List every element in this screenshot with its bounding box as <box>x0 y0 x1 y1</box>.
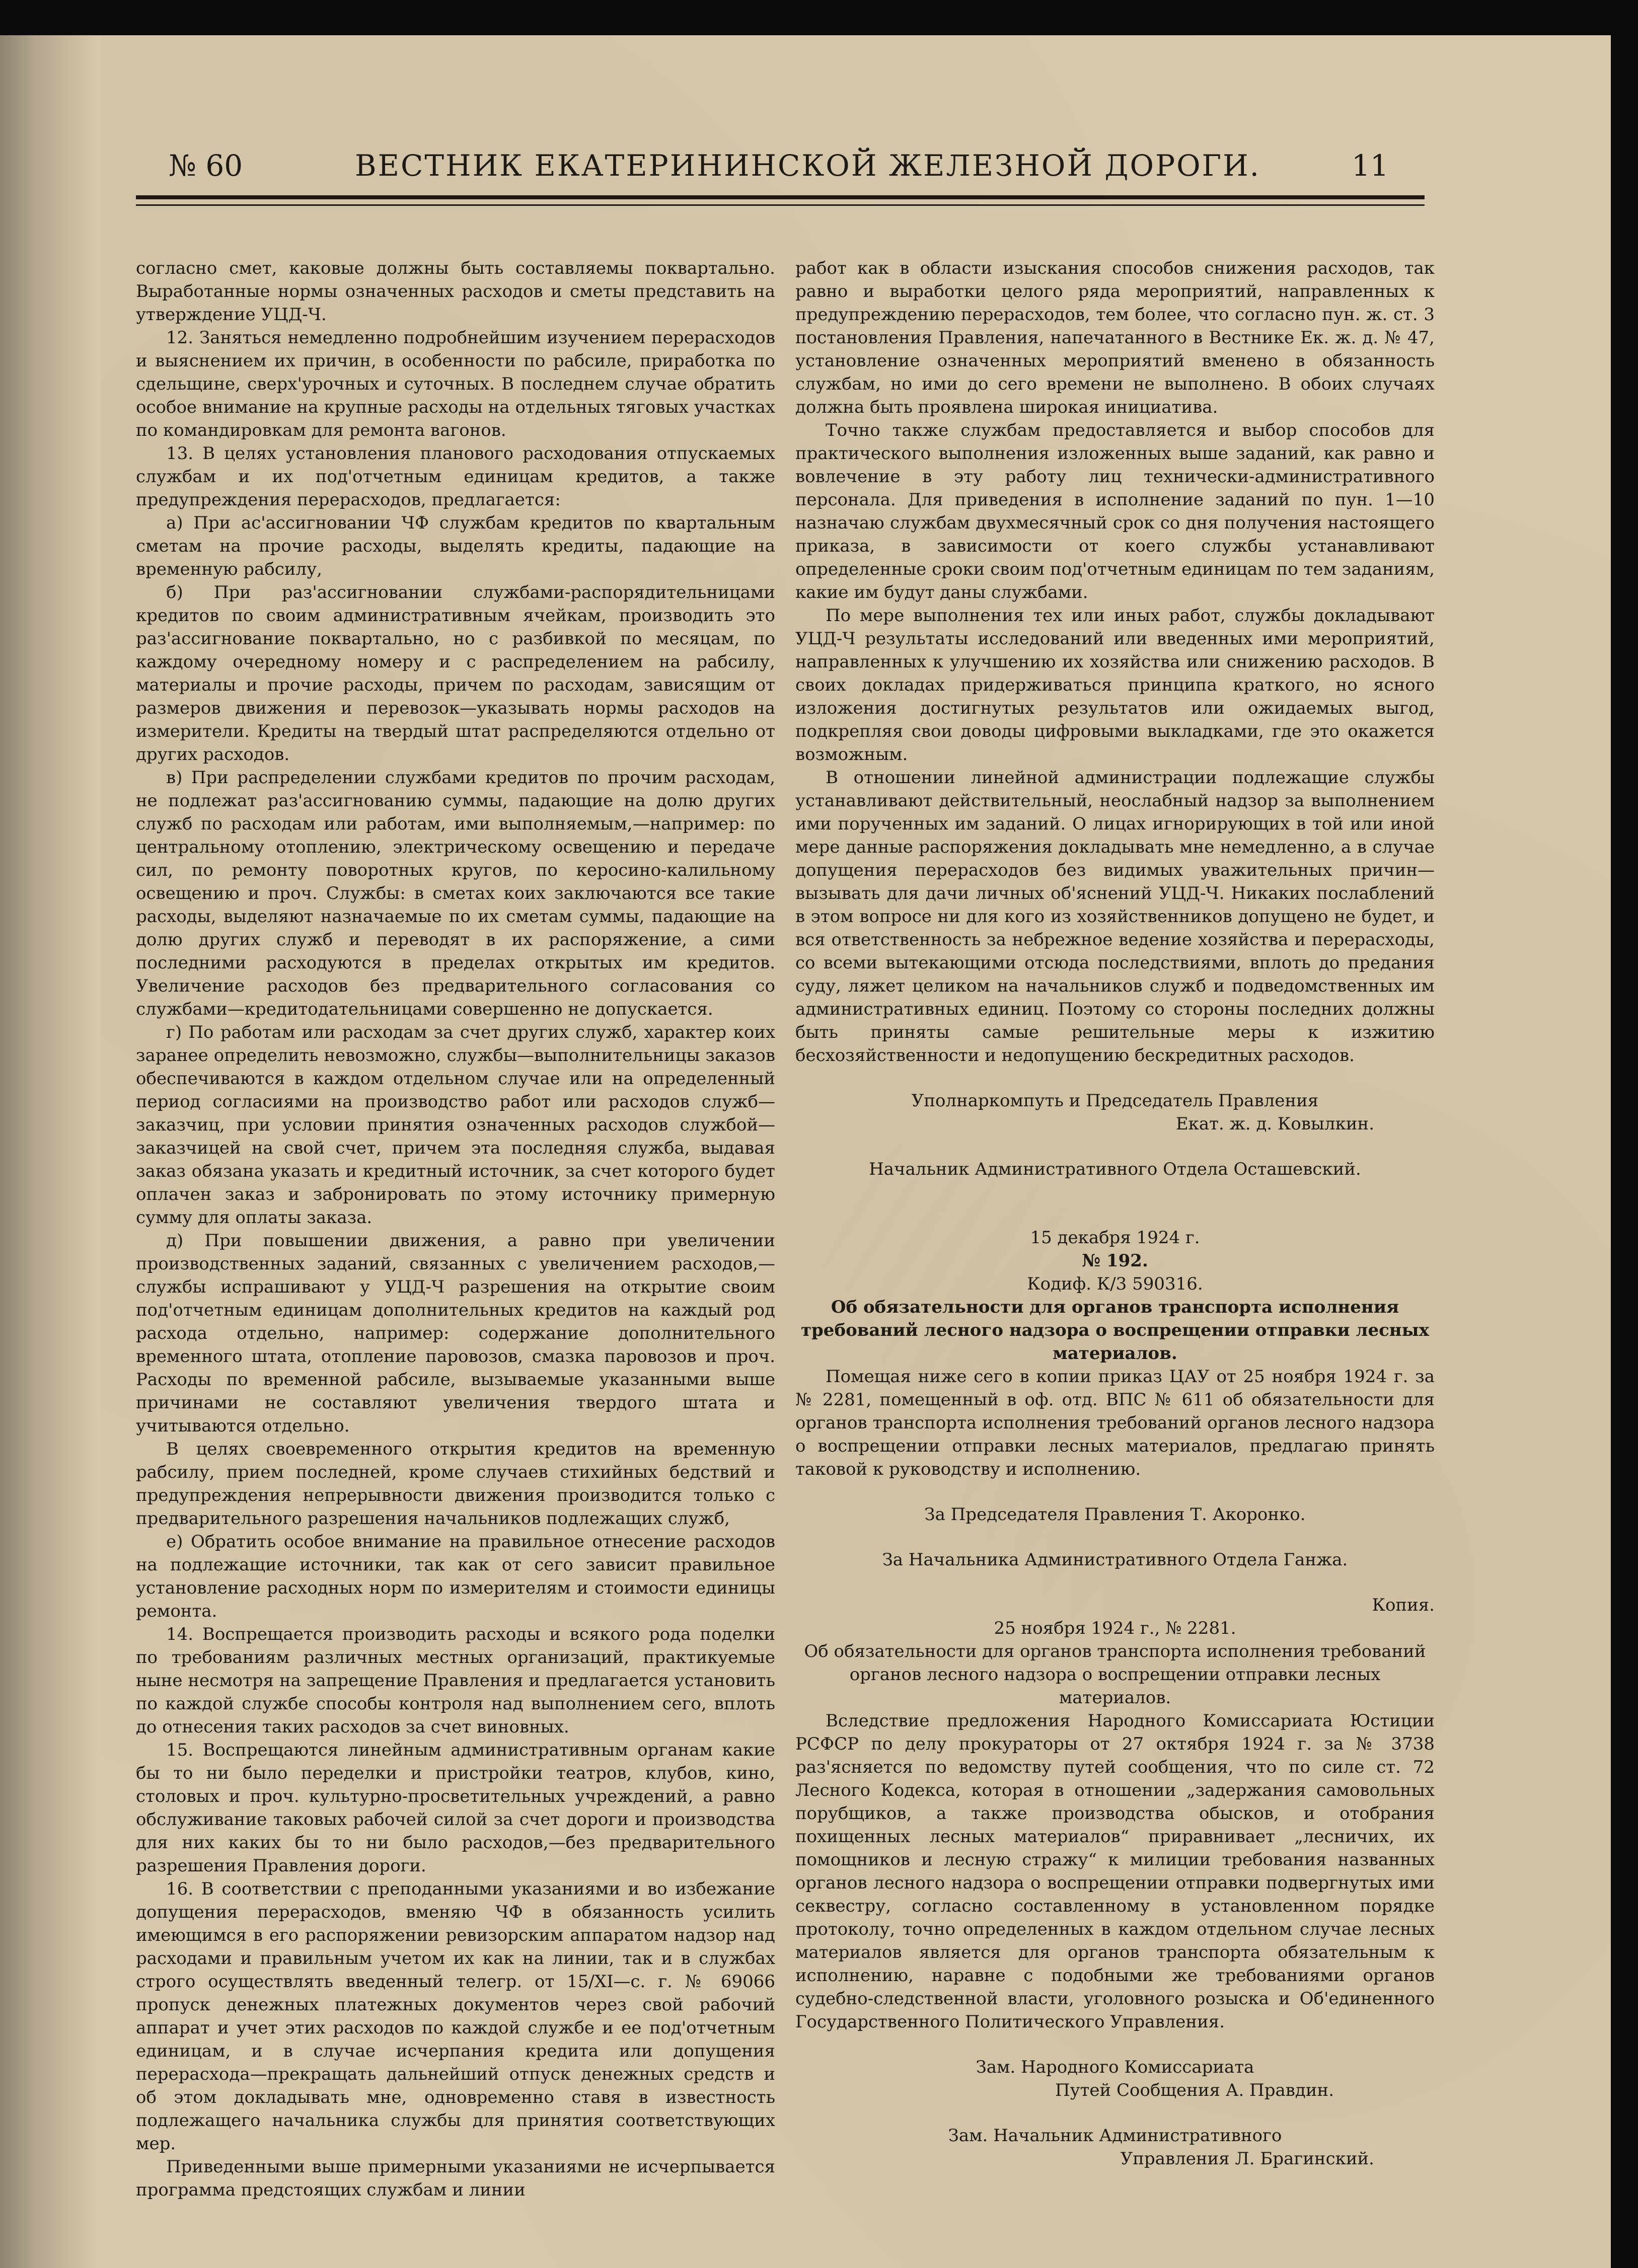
page-header <box>133 148 1422 196</box>
paragraph: д) При повышении движения, а равно при увеличении производственных заданий, связанных с увеличением расходов,—службы испрашивают у УЦД-Ч разрешения на открытие своим под'отчетным единицам дополнительных кредитов на каждый род расхода отдельно, например: содержание дополнительного временного штата, отопление паровозов, смазка паровозов и проч. Расходы по временной рабсиле, вызываемые указанными выше причинами не составляют увеличения твердого штата и учитываются отдельно. <box>136 1231 775 1436</box>
issue-number: № 60 <box>169 148 243 183</box>
page-gutter <box>0 35 101 2268</box>
paragraph: 13. В целях установления планового расходования отпускаемых службам и их под'отчетным единицам кредитов, а также предупреждения перерасходов, предлагается: <box>136 443 775 510</box>
signature-line: Зам. Начальник Административного <box>948 2126 1282 2146</box>
left-column <box>136 257 775 2202</box>
newspaper-page <box>0 35 1611 2268</box>
order-code: Кодиф. К/3 590316. <box>1027 1274 1203 1294</box>
page-number: 11 <box>1352 148 1389 183</box>
signature-line: Зам. Народного Комиссариата <box>976 2057 1254 2077</box>
paragraph: в) При распределении службами кредитов по прочим расходам, не подлежат раз'ассигнованию суммы, падающие на долю других служб по расходам или работам, ими выполняемым,—например: по центральному отоплению, электрическому освещению и передаче сил, по ремонту поворотных кругов, по керосино-калильному освещению и проч. Службы: в сметах коих заключаются все такие расходы, выделяют назначаемые по их сметам суммы, падающие на долю других служб и переводят в их распоряжение, а сими последними расходуются в пределах открытых им кредитов. Увеличение расходов без предварительного согласования со службами—кредитодательницами совершенно не допускается. <box>136 768 775 1019</box>
paragraph: е) Обратить особое внимание на правильное отнесение расходов на подлежащие источники, так как от сего зависит правильное установление расходных норм по измерителям и стоимости единицы ремонта. <box>136 1532 775 1621</box>
signature-line: Уполнаркомпуть и Председатель Правления <box>911 1091 1319 1111</box>
signature-line: Екат. ж. д. Ковылкин. <box>1175 1114 1374 1134</box>
right-column <box>795 257 1435 2170</box>
paragraph: 15. Воспрещаются линейным административным органам какие бы то ни было переделки и пристройки театров, клубов, кино, столовых и проч. культурно-просветительных учреждений, а равно обслуживание таковых рабочей силой за счет дороги и производства для них каких бы то ни было расходов,—без предварительного разрешения Правления дороги. <box>136 1740 775 1876</box>
paragraph: 14. Воспрещается производить расходы и всякого рода поделки по требованиям различных местных организаций, практикуемые ныне несмотря на запрещение Правления и предлагается установить по каждой службе способы контроля над выполнением сего, вплоть до отнесения таких расходов за счет виновных. <box>136 1624 775 1737</box>
copy-title: Об обязательности для органов транспорта исполнения требований органов лесного надзора о воспрещении отправки лесных материалов. <box>804 1641 1426 1708</box>
paragraph: работ как в области изыскания способов снижения расходов, так равно и выработки целого ряда мероприятий, направленных к предупреждению перерасходов, тем более, что согласно пун. ж. ст. 3 постановления Правления, напечатанного в Вестнике Ек. ж. д. № 47, установление означенных мероприятий вменено в обязанность службам, но ими до сего времени не выполнено. В обоих случаях должна быть проявлена широкая инициатива. <box>795 258 1435 417</box>
order-number: № 192. <box>1082 1251 1148 1271</box>
paragraph: В целях своевременного открытия кредитов на временную рабсилу, прием последней, кроме случаев стихийных бедствий и предупреждения непрерывности движения производится только с предварительного разрешения начальников подлежащих служб, <box>136 1439 775 1529</box>
copy-label: Копия. <box>1372 1595 1435 1615</box>
signature-line: За Председателя Правления Т. Акоронко. <box>924 1504 1306 1525</box>
order-date: 15 декабря 1924 г. <box>1030 1228 1200 1248</box>
header-rule-thick <box>136 195 1425 199</box>
signature-line: Путей Сообщения А. Правдин. <box>1055 2080 1334 2100</box>
paragraph: В отношении линейной администрации подлежащие службы устанавливают действительный, неослабный надзор за выполнением ими порученных им заданий. О лицах игнорирующих в той или иной мере данные распоряжения докладывать мне немедленно, а в случае допущения перерасходов без видимых уважительных причин—вызывать для дачи личных об'яснений УЦД-Ч. Никаких послаблений в этом вопросе ни для кого из хозяйственников допущено не будет, и вся ответственность за небрежное ведение хозяйства и перерасходы, со всеми вытекающими отсюда последствиями, вплоть до предания суду, ляжет целиком на начальников служб и подведомственных им административных единиц. Поэтому со стороны последних должны быть приняты самые решительные меры к изжитию бесхозяйственности и недопущению бескредитных расходов. <box>795 768 1435 1066</box>
paragraph: Приведенными выше примерными указаниями не исчерпывается программа предстоящих службам и линии <box>136 2157 775 2200</box>
header-rule-thin <box>136 204 1425 206</box>
paragraph: согласно смет, каковые должны быть составляемы поквартально. Выработанные нормы означенных расходов и сметы представить на утверждение УЦД-Ч. <box>136 258 775 325</box>
order-title: Об обязательности для органов транспорта исполнения требований лесного надзора о воспрещении отправки лесных материалов. <box>800 1297 1430 1364</box>
paragraph: а) При ас'ассигновании ЧФ службам кредитов по квартальным сметам на прочие расходы, выделять кредиты, падающие на временную рабсилу, <box>136 513 775 579</box>
signature-line: За Начальника Административного Отдела Ганжа. <box>882 1550 1348 1570</box>
paragraph: Вследствие предложения Народного Комиссариата Юстиции РСФСР по делу прокураторы от 27 октября 1924 г. за № 3738 раз'ясняется по ведомству путей сообщения, что по силе ст. 72 Лесного Кодекса, которая в отношении „задержания самовольных порубщиков, а также производства обысков, и отобрания похищенных лесных материалов“ приравнивает „лесничих, их помощников и лесную стражу“ к милиции требования названных органов лесного надзора о воспрещении отправки подвергнутых ими секвестру, согласно составленному в установленном порядке протоколу, точно определенных в каждом отдельном случае лесных материалов является для органов транспорта обязательным к исполнению, наравне с подобными же требованиями органов судебно-следственной власти, уголовного розыска и Об'единенного Государственного Политического Управления. <box>795 1711 1435 2032</box>
copy-date: 25 ноября 1924 г., № 2281. <box>994 1618 1236 1638</box>
paragraph: 16. В соответствии с преподанными указаниями и во избежание допущения перерасходов, вменяю ЧФ в обязанность усилить имеющимся в его распоряжении ревизорским аппаратом надзор над расходами и правильным учетом их как на линии, так и в службах строго осуществлять введенный телегр. от 15/XI—с. г. № 69066 пропуск денежных платежных документов через свой рабочий аппарат и учет этих расходов по каждой службе и ее под'отчетным единицам, и в случае исчерпания кредита или допущения перерасхода—прекращать дальнейший отпуск денежных средств и об этом докладывать мне, одновременно ставя в известность подлежащего начальника службы для принятия соответствующих мер. <box>136 1879 775 2154</box>
paragraph: По мере выполнения тех или иных работ, службы докладывают УЦД-Ч результаты исследований или введенных ими мероприятий, направленных к улучшению их хозяйства или снижению расходов. В своих докладах придерживаться принципа краткого, но ясного изложения достигнутых результатов или ожидаемых выгод, подкрепляя свои доводы цифровыми выкладками, где это окажется возможным. <box>795 606 1435 765</box>
signature-line: Начальник Административного Отдела Осташевский. <box>869 1159 1361 1179</box>
newspaper-title: ВЕСТНИК ЕКАТЕРИНИНСКОЙ ЖЕЛЕЗНОЙ ДОРОГИ. <box>355 148 1261 183</box>
paragraph: Точно также службам предоставляется и выбор способов для практического выполнения изложенных выше заданий, как равно и вовлечение в эту работу лиц технически-административного персонала. Для приведения в исполнение заданий по пун. 1—10 назначаю службам двухмесячный срок со дня получения настоящего приказа, в зависимости от коего службы устанавливают определенные сроки своим под'отчетным единицам по тем заданиям, какие им будут даны службами. <box>795 420 1435 602</box>
paragraph: 12. Заняться немедленно подробнейшим изучением перерасходов и выяснением их причин, в особенности по рабсиле, приработка по сдельщине, сверх'урочных и суточных. В последнем случае обратить особое внимание на крупные расходы на отдельных тяговых участках по командировкам для ремонта вагонов. <box>136 328 775 440</box>
signature-line: Управления Л. Брагинский. <box>1120 2149 1374 2169</box>
paragraph: б) При раз'ассигновании службами-распорядительницами кредитов по своим административным ячейкам, производить это раз'ассигнование поквартально, но с разбивкой по месяцам, по каждому очередному номеру и с распределением на рабсилу, материалы и прочие расходы, причем по расходам, зависящим от размеров движения и перевозок—указывать нормы расходов на измерители. Кредиты на твердый штат распределяются отдельно от других расходов. <box>136 582 775 765</box>
paragraph: Помещая ниже сего в копии приказ ЦАУ от 25 ноября 1924 г. за № 2281, помещенный в оф. отд. ВПС № 611 об обязательности для органов транспорта исполнения требований органов лесного надзора о воспрещении отправки лесных материалов, предлагаю принять таковой к руководству и исполнению. <box>795 1367 1435 1479</box>
paragraph: г) По работам или расходам за счет других служб, характер коих заранее определить невозможно, службы—выполнительницы заказов обеспечиваются в каждом отдельном случае или на определенный период согласиями на производство работ или расходов служб—заказчиц, при условии принятия означенных расходов службой—заказчицей на свой счет, причем эта последняя служба, выдавая заказ обязана указать и кредитный источник, за счет которого будет оплачен заказ и забронировать по этому источнику примерную сумму для оплаты заказа. <box>136 1022 775 1228</box>
